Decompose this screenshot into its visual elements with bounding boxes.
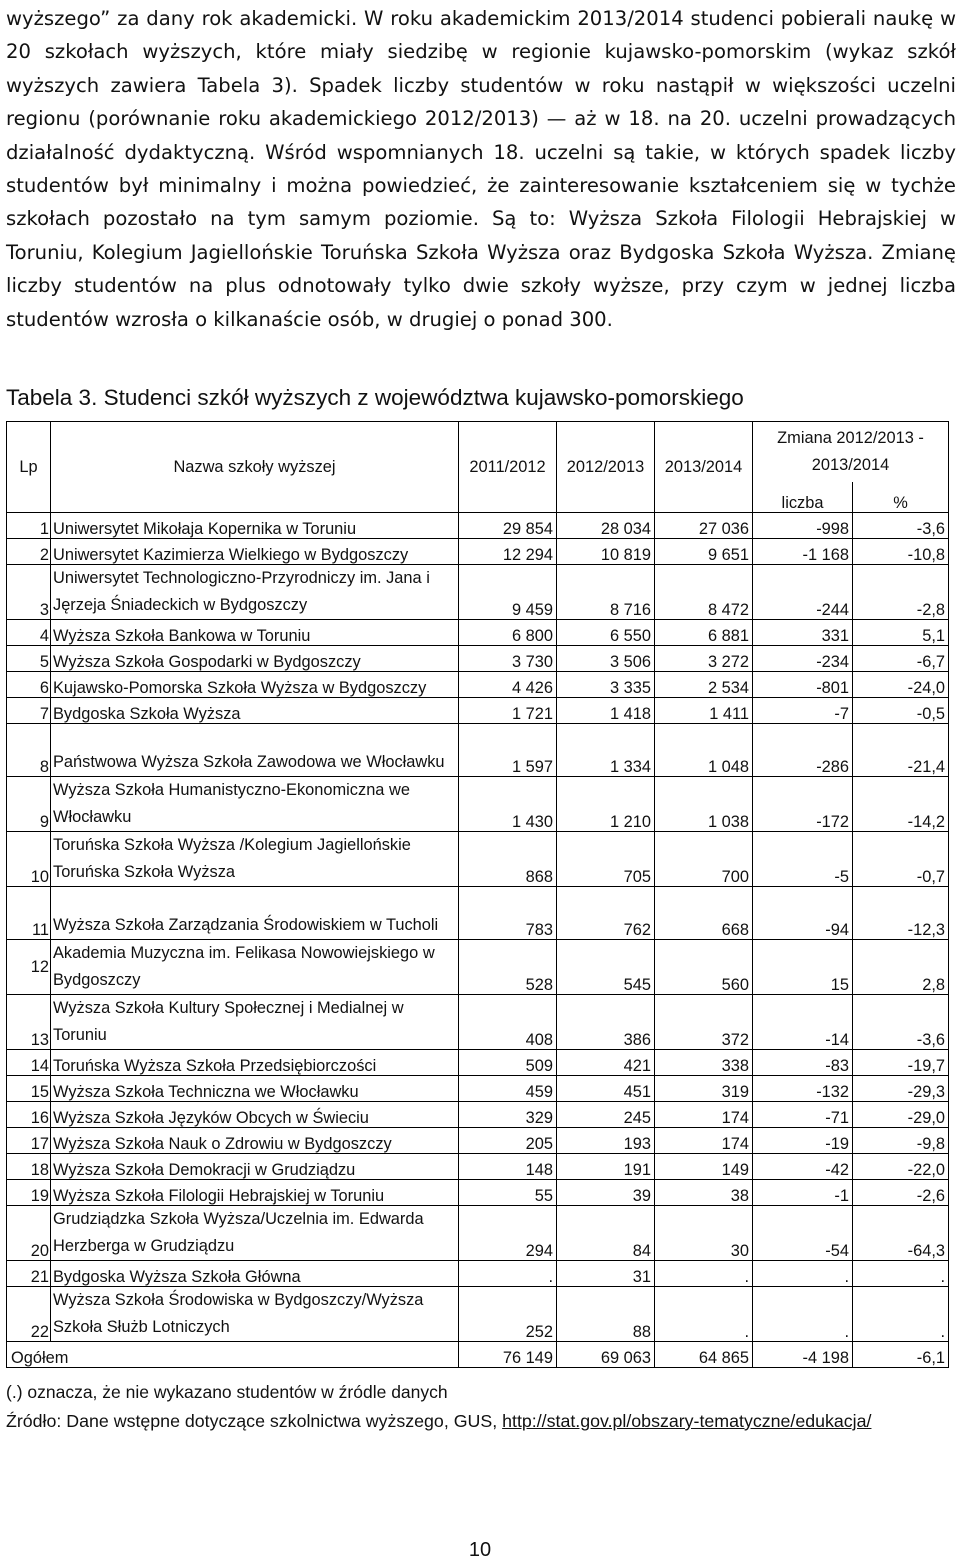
row-change-count: -94 [753, 887, 853, 940]
table-row [7, 832, 949, 887]
row-change-count: -7 [753, 698, 853, 724]
row-2011: 148 [459, 1154, 557, 1180]
row-name: Wyższa Szkoła Humanistyczno-Ekonomiczna we Włocławku [51, 777, 459, 832]
row-lp: 18 [7, 1154, 51, 1180]
row-lp: 19 [7, 1180, 51, 1206]
row-2013: 149 [655, 1154, 753, 1180]
row-2012: 705 [557, 832, 655, 887]
row-2012: 193 [557, 1128, 655, 1154]
row-change-count: -172 [753, 777, 853, 832]
row-2013: 174 [655, 1128, 753, 1154]
row-lp: 14 [7, 1050, 51, 1076]
row-change-pct: -24,0 [853, 672, 949, 698]
table-row [7, 1102, 949, 1128]
source-link[interactable]: http://stat.gov.pl/obszary-tematyczne/edukacja/ [502, 1411, 872, 1431]
row-change-pct: -14,2 [853, 777, 949, 832]
row-2011: 459 [459, 1076, 557, 1102]
table-row [7, 724, 949, 777]
row-2013: 1 048 [655, 724, 753, 777]
row-2013: 30 [655, 1206, 753, 1261]
row-lp: 22 [7, 1287, 51, 1342]
row-2013: 1 411 [655, 698, 753, 724]
row-2011: 6 800 [459, 620, 557, 646]
row-lp: 13 [7, 995, 51, 1050]
row-change-pct: -12,3 [853, 887, 949, 940]
row-2013: 3 272 [655, 646, 753, 672]
row-2012: 545 [557, 940, 655, 995]
row-change-pct: -21,4 [853, 724, 949, 777]
row-2012: 451 [557, 1076, 655, 1102]
row-name: Bydgoska Szkoła Wyższa [51, 698, 459, 724]
table-body [7, 513, 949, 1368]
row-change-count: -71 [753, 1102, 853, 1128]
row-2012: 39 [557, 1180, 655, 1206]
row-change-pct: -29,3 [853, 1076, 949, 1102]
row-change-count: -83 [753, 1050, 853, 1076]
row-change-count: -1 [753, 1180, 853, 1206]
header-change: Zmiana 2012/2013 - 2013/2014 [753, 422, 949, 483]
header-lp: Lp [7, 422, 51, 513]
header-2011: 2011/2012 [459, 422, 557, 513]
row-lp: 4 [7, 620, 51, 646]
row-2011: 4 426 [459, 672, 557, 698]
table-row [7, 646, 949, 672]
total-change-pct: -6,1 [853, 1342, 949, 1368]
table-row [7, 1050, 949, 1076]
row-2013: 27 036 [655, 513, 753, 539]
row-2012: 1 210 [557, 777, 655, 832]
table-row [7, 887, 949, 940]
source-prefix: Źródło: Dane wstępne dotyczące szkolnictwa wyższego, GUS, [6, 1411, 498, 1431]
table-row [7, 995, 949, 1050]
row-2012: 762 [557, 887, 655, 940]
row-change-count: -998 [753, 513, 853, 539]
row-lp: 12 [7, 940, 51, 995]
row-change-pct: -10,8 [853, 539, 949, 565]
row-name: Wyższa Szkoła Zarządzania Środowiskiem w Tucholi [51, 887, 459, 940]
table-row [7, 1128, 949, 1154]
row-2012: 1 418 [557, 698, 655, 724]
table-row [7, 539, 949, 565]
row-change-count: . [753, 1287, 853, 1342]
row-2013: 38 [655, 1180, 753, 1206]
row-change-pct: . [853, 1287, 949, 1342]
row-2011: 1 597 [459, 724, 557, 777]
row-2011: 205 [459, 1128, 557, 1154]
table-row [7, 1154, 949, 1180]
row-2011: 528 [459, 940, 557, 995]
row-lp: 1 [7, 513, 51, 539]
row-lp: 3 [7, 565, 51, 620]
row-change-pct: -2,6 [853, 1180, 949, 1206]
row-name: Wyższa Szkoła Nauk o Zdrowiu w Bydgoszczy [51, 1128, 459, 1154]
row-2011: 9 459 [459, 565, 557, 620]
row-name: Toruńska Szkoła Wyższa /Kolegium Jagiellońskie Toruńska Szkoła Wyższa [51, 832, 459, 887]
row-change-count: -42 [753, 1154, 853, 1180]
table-row [7, 777, 949, 832]
row-lp: 21 [7, 1261, 51, 1287]
row-lp: 8 [7, 724, 51, 777]
row-change-pct: -3,6 [853, 995, 949, 1050]
row-change-pct: -19,7 [853, 1050, 949, 1076]
row-change-pct: -3,6 [853, 513, 949, 539]
header-name: Nazwa szkoły wyższej [51, 422, 459, 513]
row-change-pct: -64,3 [853, 1206, 949, 1261]
row-2012: 421 [557, 1050, 655, 1076]
table-total-row [7, 1342, 949, 1368]
row-name: Wyższa Szkoła Techniczna we Włocławku [51, 1076, 459, 1102]
table-row [7, 1180, 949, 1206]
total-label: Ogółem [7, 1342, 459, 1368]
row-2011: 294 [459, 1206, 557, 1261]
source-line [6, 1408, 956, 1435]
row-change-count: -19 [753, 1128, 853, 1154]
students-table [6, 421, 949, 1368]
row-2011: 12 294 [459, 539, 557, 565]
row-name: Wyższa Szkoła Gospodarki w Bydgoszczy [51, 646, 459, 672]
row-change-pct: . [853, 1261, 949, 1287]
row-change-count: 15 [753, 940, 853, 995]
row-change-count: -801 [753, 672, 853, 698]
row-2011: 509 [459, 1050, 557, 1076]
row-2013: 560 [655, 940, 753, 995]
table-row [7, 620, 949, 646]
row-2011: 252 [459, 1287, 557, 1342]
row-2012: 191 [557, 1154, 655, 1180]
row-name: Wyższa Szkoła Filologii Hebrajskiej w Toruniu [51, 1180, 459, 1206]
row-2011: 55 [459, 1180, 557, 1206]
row-2013: 9 651 [655, 539, 753, 565]
row-2013: 372 [655, 995, 753, 1050]
row-name: Wyższa Szkoła Kultury Społecznej i Medialnej w Toruniu [51, 995, 459, 1050]
row-2013: 319 [655, 1076, 753, 1102]
row-change-count: -244 [753, 565, 853, 620]
row-2012: 31 [557, 1261, 655, 1287]
row-change-pct: -0,5 [853, 698, 949, 724]
row-change-pct: -22,0 [853, 1154, 949, 1180]
row-change-pct: 2,8 [853, 940, 949, 995]
row-change-count: -132 [753, 1076, 853, 1102]
row-2013: 6 881 [655, 620, 753, 646]
table-row [7, 940, 949, 995]
row-2012: 6 550 [557, 620, 655, 646]
row-lp: 17 [7, 1128, 51, 1154]
row-name: Grudziądzka Szkoła Wyższa/Uczelnia im. Edwarda Herzberga w Grudziądzu [51, 1206, 459, 1261]
row-2013: . [655, 1287, 753, 1342]
row-2012: 88 [557, 1287, 655, 1342]
row-2012: 8 716 [557, 565, 655, 620]
header-2013: 2013/2014 [655, 422, 753, 513]
row-2011: 868 [459, 832, 557, 887]
table-caption: Tabela 3. Studenci szkół wyższych z województwa kujawsko-pomorskiego [6, 385, 744, 410]
row-lp: 10 [7, 832, 51, 887]
body-paragraph: wyższego” za dany rok akademicki. W roku akademickim 2013/2014 studenci pobierali naukę w 20 szkołach wyższych, które miały siedzibę w regionie kujawsko-pomorskim (wykaz szkół wyższych zawiera Tabela 3). Spadek liczby studentów w roku nastąpił w większości uczelni regionu (porównanie roku akademickiego 2012/2013) — aż w 18. na 20. uczelni prowadzących działalność dydaktyczną. Wśród wspomnianych 18. uczelni są takie, w których spadek liczby studentów był minimalny i można powiedzieć, że zainteresowanie kształceniem się w tychże szkołach pozostało na tym samym poziomie. Są to: Wyższa Szkoła Filologii Hebrajskiej w Toruniu, Kolegium Jagiellońskie Toruńska Szkoła Wyższa oraz Bydgoska Szkoła Wyższa. Zmianę liczby studentów na plus odnotowały tylko dwie szkoły wyższe, przy czym w jednej liczba studentów wzrosła o kilkanaście osób, w drugiej o ponad 300. [6, 7, 956, 331]
row-2013: 1 038 [655, 777, 753, 832]
row-lp: 9 [7, 777, 51, 832]
row-2012: 3 506 [557, 646, 655, 672]
row-2011: 29 854 [459, 513, 557, 539]
row-lp: 11 [7, 887, 51, 940]
row-lp: 5 [7, 646, 51, 672]
row-change-pct: -29,0 [853, 1102, 949, 1128]
row-2013: 174 [655, 1102, 753, 1128]
row-2011: 329 [459, 1102, 557, 1128]
table-row [7, 1076, 949, 1102]
row-2013: 700 [655, 832, 753, 887]
row-change-pct: -9,8 [853, 1128, 949, 1154]
row-2011: . [459, 1261, 557, 1287]
row-lp: 15 [7, 1076, 51, 1102]
row-change-pct: 5,1 [853, 620, 949, 646]
page-number: 10 [468, 1539, 492, 1561]
row-change-pct: -2,8 [853, 565, 949, 620]
row-name: Wyższa Szkoła Środowiska w Bydgoszczy/Wyższa Szkoła Służb Lotniczych [51, 1287, 459, 1342]
row-2012: 3 335 [557, 672, 655, 698]
row-2012: 1 334 [557, 724, 655, 777]
row-2012: 84 [557, 1206, 655, 1261]
row-change-pct: -6,7 [853, 646, 949, 672]
row-2013: . [655, 1261, 753, 1287]
row-name: Akademia Muzyczna im. Felikasa Nowowiejskiego w Bydgoszczy [51, 940, 459, 995]
row-change-count: 331 [753, 620, 853, 646]
row-2011: 783 [459, 887, 557, 940]
row-2013: 2 534 [655, 672, 753, 698]
row-2012: 245 [557, 1102, 655, 1128]
total-2012: 69 063 [557, 1342, 655, 1368]
row-2011: 408 [459, 995, 557, 1050]
table-note: (.) oznacza, że nie wykazano studentów w źródle danych [6, 1382, 448, 1402]
row-lp: 16 [7, 1102, 51, 1128]
row-lp: 6 [7, 672, 51, 698]
row-name: Wyższa Szkoła Bankowa w Toruniu [51, 620, 459, 646]
row-change-count: -14 [753, 995, 853, 1050]
row-2012: 386 [557, 995, 655, 1050]
total-2011: 76 149 [459, 1342, 557, 1368]
row-change-count: . [753, 1261, 853, 1287]
row-name: Kujawsko-Pomorska Szkoła Wyższa w Bydgoszczy [51, 672, 459, 698]
total-change-count: -4 198 [753, 1342, 853, 1368]
row-name: Toruńska Wyższa Szkoła Przedsiębiorczości [51, 1050, 459, 1076]
row-name: Państwowa Wyższa Szkoła Zawodowa we Włocławku [51, 724, 459, 777]
row-name: Uniwersytet Mikołaja Kopernika w Toruniu [51, 513, 459, 539]
row-change-count: -54 [753, 1206, 853, 1261]
table-row [7, 1206, 949, 1261]
table-row [7, 1287, 949, 1342]
row-change-count: -5 [753, 832, 853, 887]
row-change-count: -1 168 [753, 539, 853, 565]
table-header-row [7, 422, 949, 483]
row-lp: 7 [7, 698, 51, 724]
row-lp: 20 [7, 1206, 51, 1261]
total-2013: 64 865 [655, 1342, 753, 1368]
table-row [7, 672, 949, 698]
row-name: Wyższa Szkoła Języków Obcych w Świeciu [51, 1102, 459, 1128]
row-name: Uniwersytet Kazimierza Wielkiego w Bydgoszczy [51, 539, 459, 565]
row-2012: 28 034 [557, 513, 655, 539]
row-2013: 8 472 [655, 565, 753, 620]
row-change-count: -286 [753, 724, 853, 777]
table-row [7, 698, 949, 724]
row-2013: 668 [655, 887, 753, 940]
row-change-count: -234 [753, 646, 853, 672]
row-2013: 338 [655, 1050, 753, 1076]
header-2012: 2012/2013 [557, 422, 655, 513]
header-change-pct: % [853, 482, 949, 513]
row-change-pct: -0,7 [853, 832, 949, 887]
header-change-count: liczba [753, 482, 853, 513]
table-row [7, 565, 949, 620]
table-row [7, 1261, 949, 1287]
row-name: Bydgoska Wyższa Szkoła Główna [51, 1261, 459, 1287]
row-name: Uniwersytet Technologiczno-Przyrodniczy im. Jana i Jęrzeja Śniadeckich w Bydgoszczy [51, 565, 459, 620]
row-2011: 3 730 [459, 646, 557, 672]
row-2012: 10 819 [557, 539, 655, 565]
table-row [7, 513, 949, 539]
row-2011: 1 721 [459, 698, 557, 724]
row-2011: 1 430 [459, 777, 557, 832]
row-name: Wyższa Szkoła Demokracji w Grudziądzu [51, 1154, 459, 1180]
row-lp: 2 [7, 539, 51, 565]
